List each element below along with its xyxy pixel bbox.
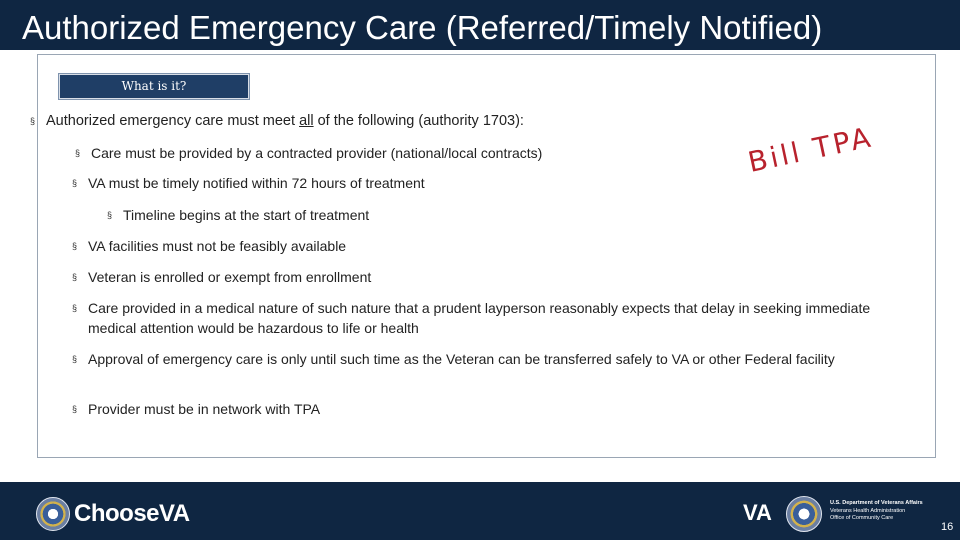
bullet-glyph: §: [30, 116, 36, 126]
sub-bullet: § Care must be provided by a contracted provider (national/local contracts): [75, 145, 543, 161]
department-block: [830, 500, 923, 523]
main-bullet-suffix: of the following (authority 1703):: [313, 113, 524, 129]
bullet-glyph: §: [72, 303, 78, 313]
sub-bullet: § Veteran is enrolled or exempt from enrollment: [72, 269, 372, 285]
sub-bullet: § Provider must be in network with TPA: [72, 401, 321, 417]
main-bullet-prefix: Authorized emergency care must meet: [46, 113, 300, 129]
va-logo: VA: [743, 500, 772, 525]
sub-bullet: § Care provided in a medical nature of such nature that a prudent layperson reasonably expects that delay in seeking immediate medical attention would be hazardous to life or health: [72, 300, 871, 336]
bullet-glyph: §: [107, 210, 113, 220]
bullet-glyph: §: [72, 404, 78, 414]
bill-tpa-annotation: Bill TPA: [745, 120, 877, 179]
va-seal-icon: [36, 497, 70, 531]
sub-bullet: § VA facilities must not be feasibly available: [72, 238, 347, 254]
sub-sub-bullet: § Timeline begins at the start of treatment: [107, 207, 370, 223]
sub-bullet: § VA must be timely notified within 72 hours of treatment: [72, 175, 425, 191]
dept-line: Office of Community Care: [830, 515, 894, 521]
sub-bullet: § Approval of emergency care is only until such time as the Veteran can be transferred safely to VA or other Federal facility: [72, 351, 835, 367]
va-seal-icon: [786, 496, 822, 532]
dept-line: Veterans Health Administration: [830, 507, 906, 514]
main-bullet-emphasis: all: [299, 113, 314, 129]
bullet-glyph: §: [72, 178, 78, 188]
main-bullet: [30, 111, 524, 131]
page-number: 16: [941, 521, 954, 533]
dept-line: U.S. Department of Veterans Affairs: [830, 500, 923, 506]
choose-va-logo: ChooseVA: [74, 500, 190, 527]
bullet-glyph: §: [72, 272, 78, 282]
bullet-glyph: §: [72, 241, 78, 251]
slide-title: Authorized Emergency Care (Referred/Timely Notified): [22, 9, 823, 46]
bullet-glyph: §: [75, 148, 81, 158]
bullet-glyph: §: [72, 354, 78, 364]
section-tab: What is it?: [58, 73, 250, 100]
